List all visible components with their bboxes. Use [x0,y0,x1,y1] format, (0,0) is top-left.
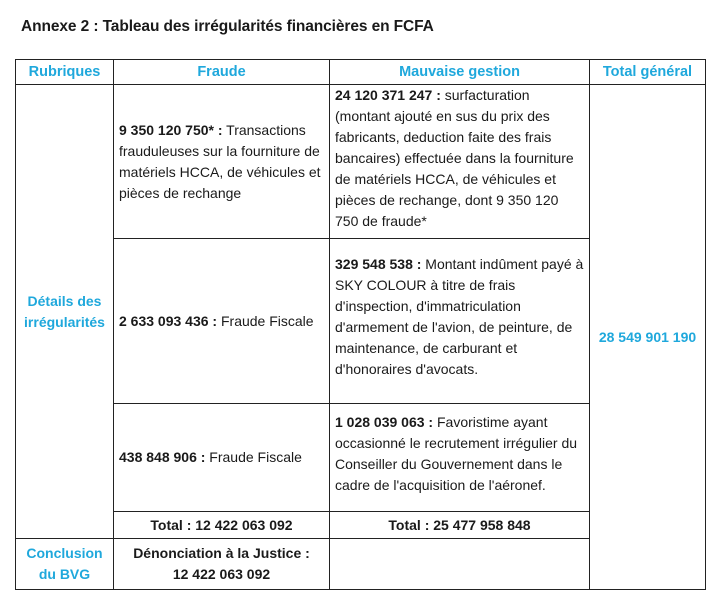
conclusion-label: Conclusion du BVG [16,539,114,590]
conclusion-line2: 12 422 063 092 [172,566,271,582]
header-total-general: Total général [590,60,706,85]
fraude-text: Fraude Fiscale [205,449,302,465]
header-mauvaise-gestion: Mauvaise gestion [330,60,590,85]
header-rubriques: Rubriques [16,60,114,85]
total-general-cell [590,85,706,590]
details-label-cell [16,85,114,539]
fraude-text: Transactions frauduleuses sur la fourniture de matériels HCCA, de véhicules et pièces de rechange [119,121,321,201]
fraude-cell [114,239,330,404]
gestion-amount: 1 028 039 063 : [335,414,434,430]
fraude-amount: 438 848 906 : [119,449,206,465]
irregularities-table [15,59,706,590]
gestion-cell [330,85,590,239]
page-title: Annexe 2 : Tableau des irrégularités financières en FCFA [21,18,434,35]
gestion-amount: 329 548 538 : [335,256,422,272]
gestion-cell [330,404,590,512]
conclusion-line1: Dénonciation à la Justice : [133,545,310,561]
total-general-value: 28 549 901 190 [598,328,697,345]
conclusion-fraude-cell [114,539,330,590]
total-gestion: Total : 25 477 958 848 [330,512,590,539]
details-label: Détails des irrégularités [24,292,105,330]
table-row [16,85,706,239]
header-row [16,60,706,85]
fraude-cell [114,404,330,512]
gestion-text: Montant indûment payé à SKY COLOUR à titre de frais d'inspection, d'immatriculation d'armement de l'avion, de peinture, de maintenance, de carburant et d'honoraires d'avocats. [335,256,584,377]
total-fraude: Total : 12 422 063 092 [114,512,330,539]
fraude-cell [114,85,330,239]
conclusion-gestion-cell [330,539,590,590]
gestion-cell [330,239,590,404]
fraude-text: Fraude Fiscale [217,312,314,329]
gestion-amount: 24 120 371 247 : [335,87,441,103]
header-fraude: Fraude [114,60,330,85]
gestion-text: surfacturation (montant ajouté en sus du prix des fabricants, deduction faite des frais bancaires) effectuée dans la fourniture de matériels HCCA, de véhicules et pièces de rechange, dont 9 350 120 750 de fraude* [335,87,574,229]
fraude-amount: 2 633 093 436 : [119,312,218,329]
fraude-amount: 9 350 120 750* : [119,121,223,138]
gestion-text: Favoristime ayant occasionné le recrutement irrégulier du Conseiller du Gouvernement dans le cadre de l'acquisition de l'aéronef. [335,414,578,493]
